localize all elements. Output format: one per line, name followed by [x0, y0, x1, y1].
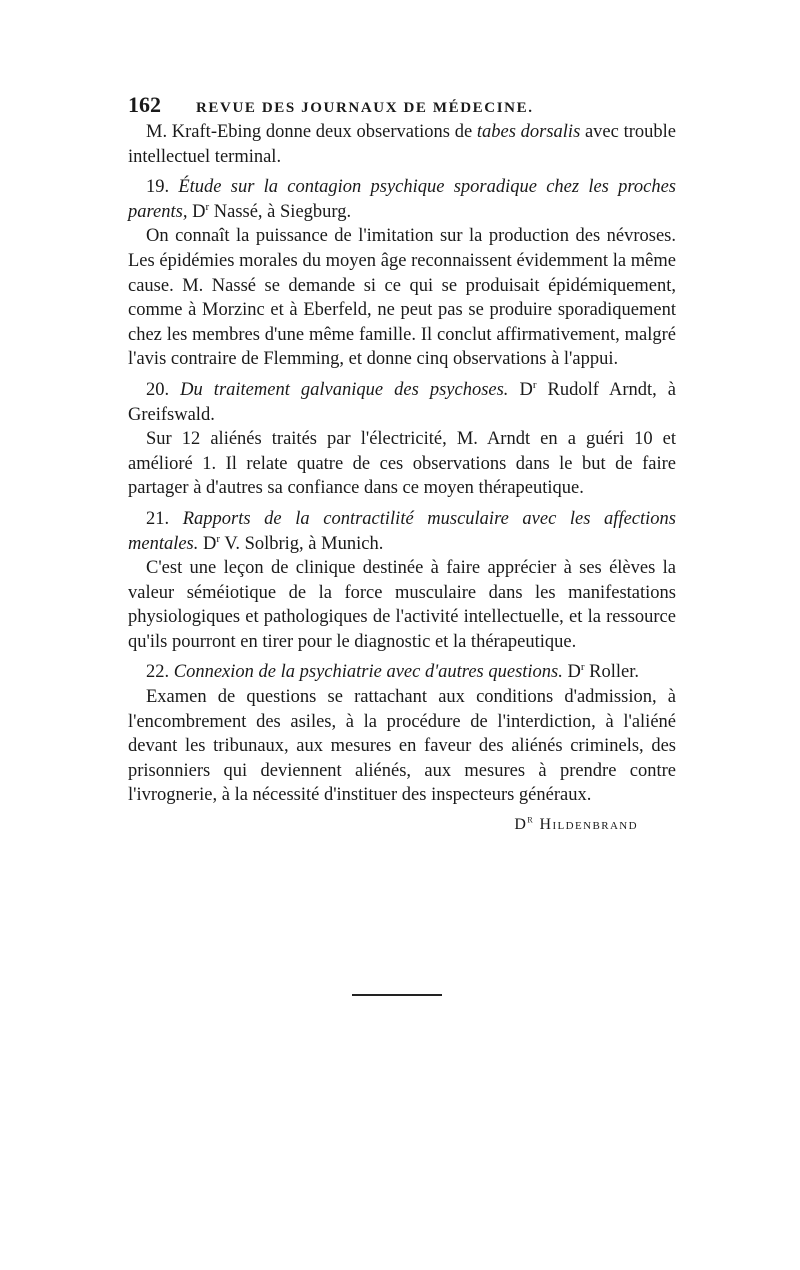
signature-name: Hildenbrand: [534, 816, 638, 834]
signature-sup: r: [527, 813, 535, 826]
page-number: 162: [128, 92, 161, 117]
entry-19-body: On connaît la puissance de l'imitation sur la production des névroses. Les épidémies morales du moyen âge reconnaissent évidemment la même cause. M. Nassé se demande si ce qui se produisait épidémiquement, comme à Morzinc et à Eberfeld, ne peut pas se produire sporadiquement chez les membres d'une même famille. Il conclut affirmativement, malgré l'avis contraire de Flemming, et donne cinq observations à l'appui.: [128, 226, 676, 370]
entry-18-author: M. Kraft-Ebing: [146, 122, 262, 142]
signature-prefix: D: [514, 816, 528, 834]
entry-18-text: donne deux observations de: [261, 122, 477, 142]
running-header: [128, 92, 676, 118]
entry-21-author-sup: r: [216, 532, 221, 545]
entry-21-author-prefix: D: [198, 533, 217, 554]
entry-21-author: V. Solbrig, à Munich.: [220, 533, 384, 554]
signature: [128, 813, 676, 834]
entry-20-number: 20.: [146, 379, 170, 400]
entry-20-title: Du traitement galvanique des psychoses.: [169, 379, 509, 400]
entry-20-author: Rudolf Arndt, à Greifswald.: [128, 379, 676, 425]
entry-20-heading: [128, 378, 676, 427]
entry-22-number: 22.: [146, 662, 170, 683]
closing-rule: [352, 994, 442, 996]
entry-22-author-prefix: D: [562, 662, 581, 683]
entry-19-title: Étude sur la contagion psychique sporadique chez les proches parents,: [128, 177, 676, 222]
entry-19-heading: [128, 175, 676, 224]
entry-22-author-sup: r: [580, 661, 585, 674]
entry-22-heading: [128, 660, 676, 685]
entry-22-title: Connexion de la psychiatrie avec d'autres questions.: [169, 662, 563, 683]
entry-21-number: 21.: [146, 508, 170, 529]
entry-21-body: C'est une leçon de clinique destinée à faire apprécier à ses élèves la valeur séméiotique de la force musculaire dans les manifestations physiologiques et pathologiques de l'activité intellectuelle, et la ressource qu'ils pourront en tirer pour le diagnostic et la thérapeutique.: [128, 558, 676, 652]
entry-19-author: Nassé, à Siegburg.: [209, 201, 352, 222]
entry-21-title: Rapports de la contractilité musculaire avec les affections mentales.: [128, 508, 676, 554]
entry-20-author-sup: r: [532, 378, 537, 391]
entry-22-author: Roller.: [584, 662, 640, 683]
entry-20-body: Sur 12 aliénés traités par l'électricité, M. Arndt en a guéri 10 et amélioré 1. Il relate quatre de ces observations dans le but de faire partager à d'autres sa confiance dans ce moyen thérapeutique.: [128, 429, 676, 499]
entry-20-author-prefix: D: [508, 379, 533, 400]
entry-19-number: 19.: [146, 177, 170, 198]
entry-22-body: Examen de questions se rattachant aux conditions d'admission, à l'encombrement des asiles, à la procédure de l'interdiction, à l'aliéné devant les tribunaux, aux mesures en faveur des aliénés criminels, des prisonniers qui deviennent aliénés, aux mesures à prendre contre l'ivrognerie, à la nécessité d'instituer des inspecteurs généraux.: [128, 687, 676, 806]
page-content: [128, 92, 676, 834]
entry-18-text-end: avec trouble intellectuel terminal.: [128, 122, 676, 167]
running-title: REVUE DES JOURNAUX DE MÉDECINE.: [196, 100, 534, 116]
entry-19-author-sup: r: [205, 200, 210, 213]
entry-21-heading: [128, 507, 676, 556]
entry-18-topic: tabes dorsalis: [476, 122, 581, 142]
entry-19-author-prefix: D: [187, 201, 206, 222]
entry-18: [128, 120, 676, 169]
